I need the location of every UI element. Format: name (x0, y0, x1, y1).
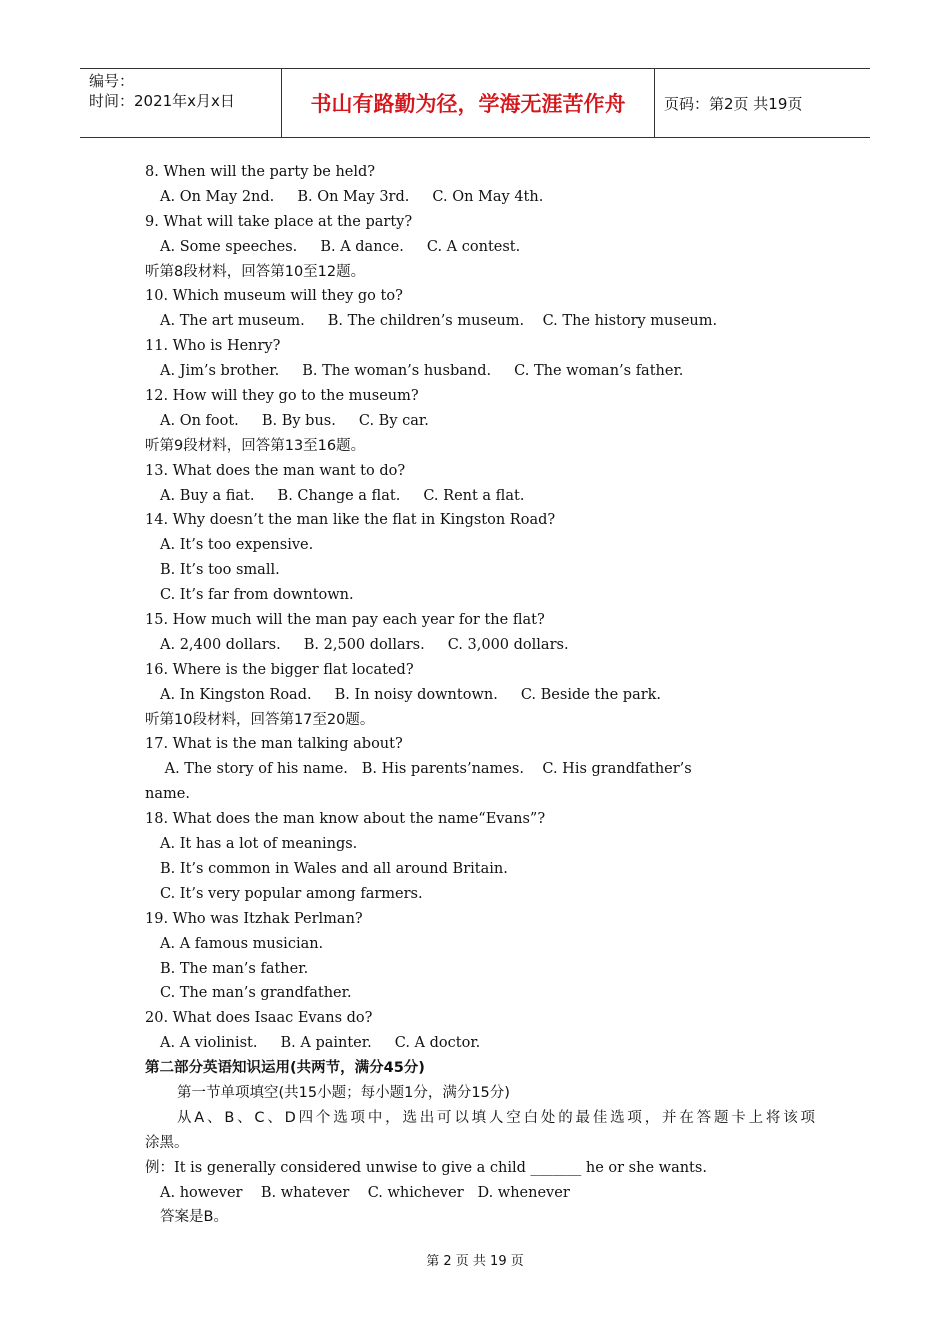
instruction-paragraph-end: 涂黑。 (145, 1134, 189, 1151)
options-17: A. The story of his name. B. His parents’names. C. His grandfather’s (160, 761, 692, 778)
option-18a: A. It has a lot of meanings. (160, 836, 358, 853)
options-13: A. Buy a fiat. B. Change a flat. C. Rent a flat. (160, 487, 525, 504)
document-body (145, 160, 815, 1230)
header-page-info: 页码：第2页 共19页 (664, 94, 803, 113)
section-instruction: 听第9段材料，回答第13至16题。 (145, 437, 366, 454)
options-11: A. Jim’s brother. B. The woman’s husband. C. The woman’s father. (160, 363, 684, 380)
header-divider (654, 69, 655, 137)
question-15: 15. How much will the man pay each year for the flat? (145, 612, 545, 629)
question-8: 8. When will the party be held? (145, 164, 376, 180)
options-16: A. In Kingston Road. B. In noisy downtown. C. Beside the park. (160, 686, 662, 703)
option-19a: A. A famous musician. (160, 935, 324, 952)
question-17: 17. What is the man talking about? (145, 736, 403, 753)
option-19b: B. The man’s father. (160, 960, 309, 977)
options-17-continued: name. (145, 786, 190, 803)
number-label: 编号： (89, 72, 135, 90)
option-18c: C. It’s very popular among farmers. (160, 885, 423, 902)
section-one-heading: 第一节单项填空(共15小题；每小题1分，满分15分) (177, 1084, 510, 1101)
question-16: 16. Where is the bigger flat located? (145, 661, 414, 678)
option-18b: B. It’s common in Wales and all around Britain. (160, 860, 508, 877)
options-12: A. On foot. B. By bus. C. By car. (160, 412, 429, 429)
options-9: A. Some speeches. B. A dance. C. A contest. (160, 238, 521, 255)
question-10: 10. Which museum will they go to? (145, 288, 403, 305)
example-question: 例：It is generally considered unwise to give a child _______ he or she wants. (145, 1159, 707, 1176)
question-9: 9. What will take place at the party? (145, 213, 413, 230)
section-instruction: 听第10段材料，回答第17至20题。 (145, 711, 375, 728)
question-18: 18. What does the man know about the name“Evans”? (145, 811, 546, 828)
question-11: 11. Who is Henry? (145, 338, 281, 355)
options-10: A. The art museum. B. The children’s museum. C. The history museum. (160, 313, 718, 330)
question-13: 13. What does the man want to do? (145, 462, 406, 479)
example-answer: 答案是B。 (160, 1209, 228, 1226)
time-label: 时间：2021年x月x日 (89, 92, 235, 110)
page-header (80, 68, 870, 138)
options-8: A. On May 2nd. B. On May 3rd. C. On May 4th. (160, 188, 544, 205)
section-instruction: 听第8段材料，回答第10至12题。 (145, 263, 366, 280)
option-14a: A. It’s too expensive. (160, 537, 314, 554)
header-meta (89, 71, 235, 111)
part-two-heading: 第二部分英语知识运用(共两节，满分45分) (145, 1060, 425, 1077)
option-14b: B. It’s too small. (160, 562, 280, 579)
header-motto: 书山有路勤为径，学海无涯苦作舟 (310, 92, 626, 116)
instruction-paragraph: 从A、B、C、D四个选项中，选出可以填人空白处的最佳选项，并在答题卡上将该项 (177, 1109, 815, 1126)
page-footer: 第 2 页 共 19 页 (426, 1254, 524, 1269)
example-options: A. however B. whatever C. whichever D. whenever (160, 1184, 570, 1201)
question-19: 19. Who was Itzhak Perlman? (145, 910, 363, 927)
options-20: A. A violinist. B. A painter. C. A doctor. (160, 1035, 481, 1052)
question-14: 14. Why doesn’t the man like the flat in Kingston Road? (145, 512, 556, 529)
question-12: 12. How will they go to the museum? (145, 388, 419, 405)
question-20: 20. What does Isaac Evans do? (145, 1010, 373, 1027)
option-19c: C. The man’s grandfather. (160, 985, 352, 1002)
options-15: A. 2,400 dollars. B. 2,500 dollars. C. 3,000 dollars. (160, 636, 569, 653)
option-14c: C. It’s far from downtown. (160, 587, 354, 604)
